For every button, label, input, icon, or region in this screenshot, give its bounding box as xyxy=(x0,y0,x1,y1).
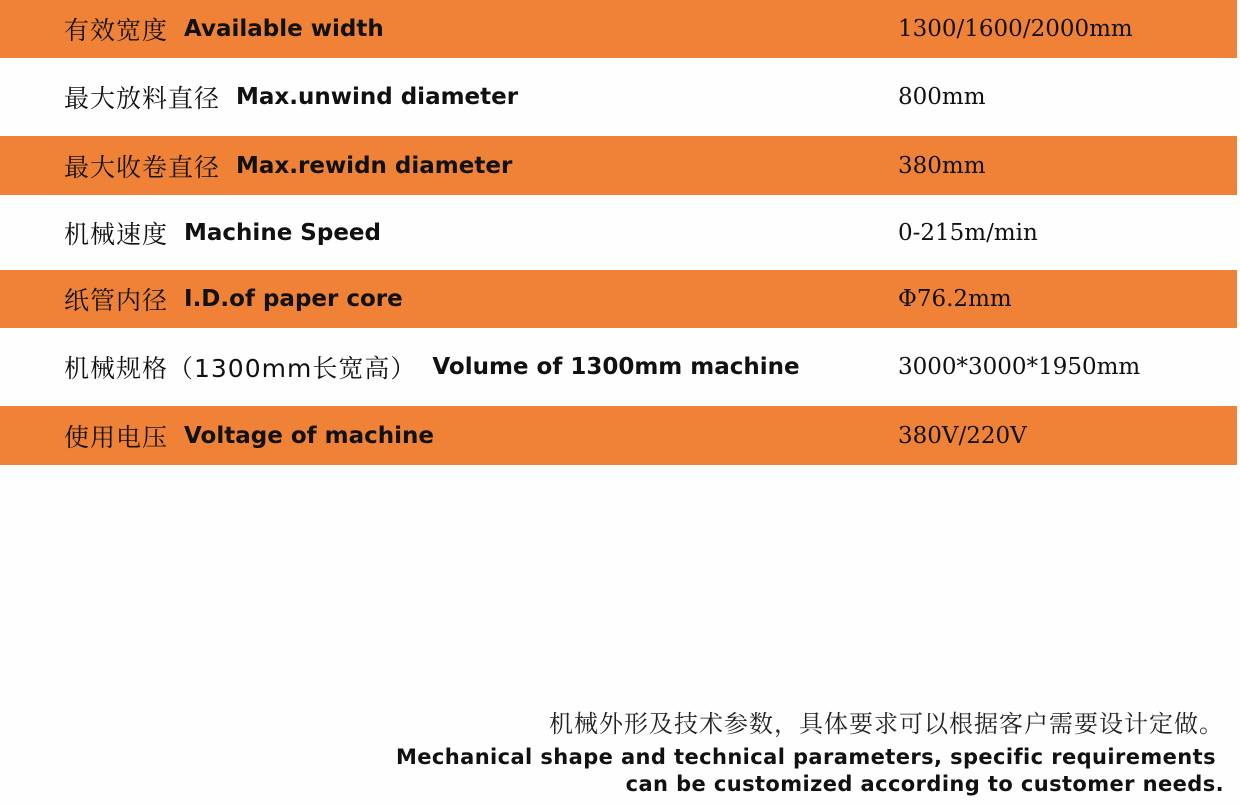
spec-row-available-width xyxy=(0,0,1237,58)
footer-note-en-line1: Mechanical shape and technical parameters, specific requirements xyxy=(395,745,1216,769)
param-label xyxy=(64,195,381,270)
label-zh: 最大收卷直径 xyxy=(64,152,221,182)
param-value: 800mm xyxy=(898,84,986,110)
param-value: 3000*3000*1950mm xyxy=(898,354,1141,380)
param-value: 1300/1600/2000mm xyxy=(898,16,1133,42)
label-en: Volume of 1300mm machine xyxy=(432,354,800,380)
label-zh: 纸管内径 xyxy=(64,286,169,315)
param-label xyxy=(64,136,512,195)
spec-row-rewind-diameter xyxy=(0,136,1237,195)
param-value: 0-215m/min xyxy=(898,219,1038,246)
label-en: Max.unwind diameter xyxy=(236,84,519,110)
label-zh: 使用电压 xyxy=(64,422,169,452)
label-zh: 机械规格（1300mm长宽高） xyxy=(64,354,417,383)
spec-row-paper-core xyxy=(0,270,1237,328)
param-label xyxy=(64,328,800,406)
param-label xyxy=(64,406,434,465)
spec-row-machine-volume xyxy=(0,328,1237,406)
param-label xyxy=(64,58,518,136)
spec-row-voltage xyxy=(0,406,1237,465)
param-label xyxy=(64,0,384,58)
label-zh: 有效宽度 xyxy=(64,16,169,45)
spec-row-machine-speed xyxy=(0,195,1237,270)
param-value: Φ76.2mm xyxy=(898,286,1012,312)
footer-note xyxy=(224,704,1224,798)
label-en: Machine Speed xyxy=(184,219,381,246)
param-label xyxy=(64,270,403,328)
label-en: Max.rewidn diameter xyxy=(236,152,513,179)
param-value: 380mm xyxy=(898,152,986,179)
spec-row-unwind-diameter xyxy=(0,58,1237,136)
label-en: I.D.of paper core xyxy=(184,286,403,312)
label-zh: 机械速度 xyxy=(64,219,169,249)
footer-note-en-line2: can be customized according to customer needs. xyxy=(625,772,1224,796)
footer-note-zh: 机械外形及技术参数，具体要求可以根据客户需要设计定做。 xyxy=(549,710,1224,738)
label-en: Voltage of machine xyxy=(184,422,434,449)
label-zh: 最大放料直径 xyxy=(64,84,221,113)
param-value: 380V/220V xyxy=(898,422,1027,449)
label-en: Available width xyxy=(184,16,384,42)
